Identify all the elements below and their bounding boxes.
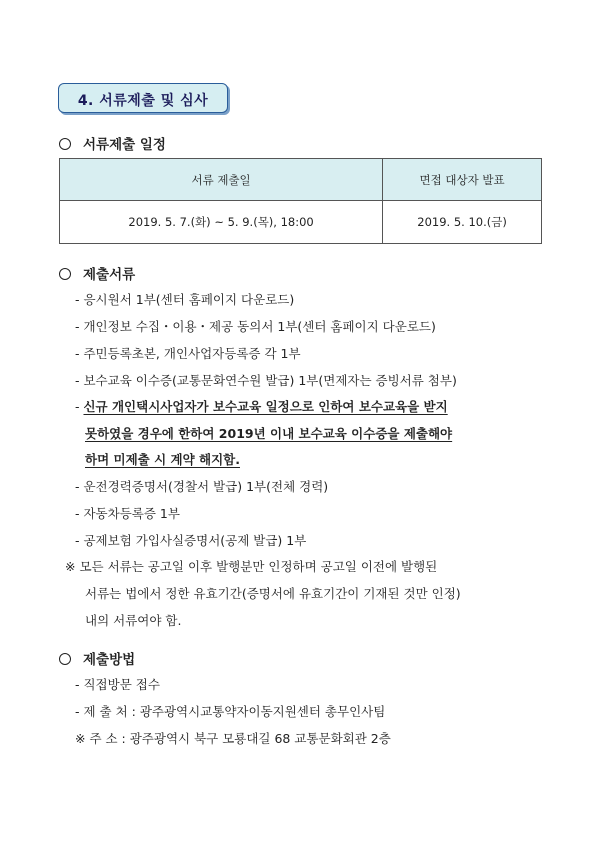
emphasis-text: 하며 미제출 시 계약 해지함. xyxy=(85,452,240,467)
method-heading-text: 제출방법 xyxy=(83,652,136,668)
documents-heading xyxy=(59,263,135,283)
document-item: - 개인정보 수집・이용・제공 동의서 1부(센터 홈페이지 다운로드) xyxy=(75,319,436,334)
document-item: - 보수교육 이수증(교통문화연수원 발급) 1부(면제자는 증빙서류 첨부) xyxy=(75,373,457,388)
method-item: - 제 출 처 : 광주광역시교통약자이동지원센터 총무인사팀 xyxy=(75,704,386,719)
circle-bullet-icon xyxy=(59,268,71,280)
emphasis-text: 신규 개인택시사업자가 보수교육 일정으로 인하여 보수교육을 받지 xyxy=(83,399,448,414)
section-title-box xyxy=(58,83,228,113)
document-item: - 주민등록초본, 개인사업자등록증 각 1부 xyxy=(75,346,301,361)
schedule-announcement-date: 2019. 5. 10.(금) xyxy=(383,201,542,244)
note-line: ※ 모든 서류는 공고일 이후 발행분만 인정하며 공고일 이전에 발행된 xyxy=(65,559,438,574)
schedule-col-submission: 서류 제출일 xyxy=(60,159,383,201)
circle-bullet-icon xyxy=(59,653,71,665)
document-item: - 운전경력증명서(경찰서 발급) 1부(전체 경력) xyxy=(75,479,329,494)
emphasis-line xyxy=(85,450,240,468)
document-item: - 공제보험 가입사실증명서(공제 발급) 1부 xyxy=(75,533,307,548)
schedule-value-row xyxy=(60,201,542,244)
section-title: 4. 서류제출 및 심사 xyxy=(77,93,209,109)
document-item: - 자동차등록증 1부 xyxy=(75,506,180,521)
schedule-col-announcement: 면접 대상자 발표 xyxy=(383,159,542,201)
emphasis-line xyxy=(75,397,448,415)
documents-heading-text: 제출서류 xyxy=(83,267,136,283)
method-item: - 직접방문 접수 xyxy=(75,677,160,692)
method-heading xyxy=(59,648,135,668)
emphasis-text: 못하였을 경우에 한하여 2019년 이내 보수교육 이수증을 제출해야 xyxy=(85,426,453,441)
emphasis-dash: - xyxy=(75,399,84,414)
schedule-heading xyxy=(59,133,166,153)
schedule-submission-date: 2019. 5. 7.(화) ~ 5. 9.(목), 18:00 xyxy=(60,201,383,244)
document-item: - 응시원서 1부(센터 홈페이지 다운로드) xyxy=(75,292,295,307)
emphasis-line xyxy=(85,424,452,442)
note-line: 서류는 법에서 정한 유효기간(증명서에 유효기간이 기재된 것만 인정) xyxy=(85,586,461,601)
schedule-table xyxy=(59,158,542,244)
circle-bullet-icon xyxy=(59,138,71,150)
schedule-header-row xyxy=(60,159,542,201)
method-item: ※ 주 소 : 광주광역시 북구 모룡대길 68 교통문화회관 2층 xyxy=(75,731,391,746)
schedule-heading-text: 서류제출 일정 xyxy=(83,137,166,153)
note-line: 내의 서류여야 함. xyxy=(85,613,182,628)
